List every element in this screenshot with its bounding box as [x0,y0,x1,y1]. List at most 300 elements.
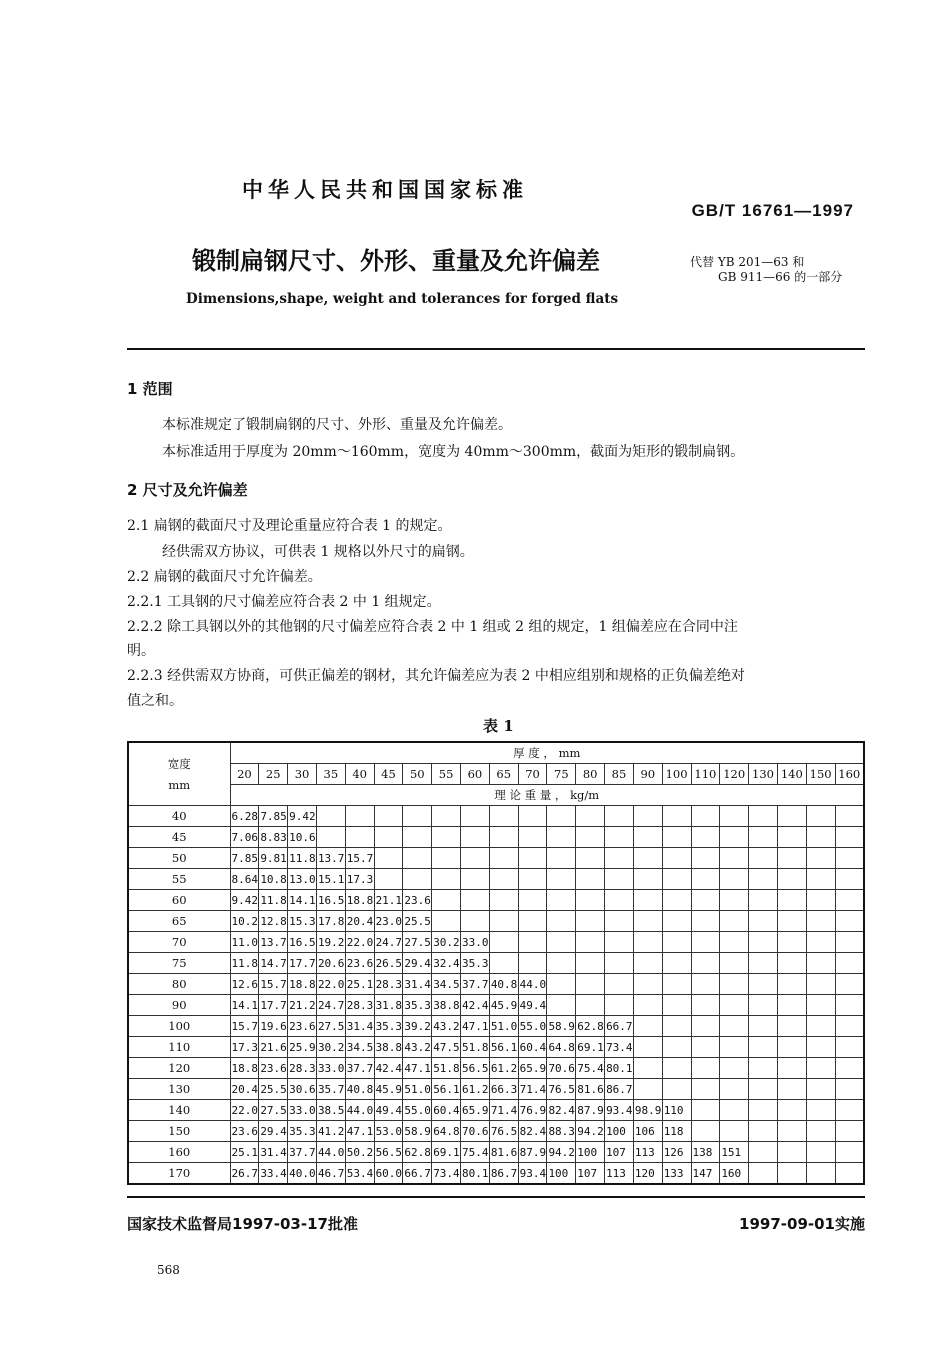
weight-cell: 33.0 [316,1058,345,1079]
weight-cell [576,827,605,848]
weight-cell [633,995,662,1016]
weight-cell [806,1016,835,1037]
weight-cell [605,869,634,890]
thickness-col-header: 80 [576,764,605,785]
table-1 [127,741,865,1185]
weight-cell: 69.1 [432,1142,461,1163]
weight-cell [720,1058,749,1079]
weight-cell [691,848,720,869]
weight-cell: 107 [576,1163,605,1185]
table-row [128,806,864,827]
weight-cell: 18.8 [288,974,317,995]
weight-cell: 51.8 [432,1058,461,1079]
weight-cell: 25.5 [403,911,432,932]
weight-cell [605,827,634,848]
weight-cell: 28.3 [374,974,403,995]
thickness-col-header: 110 [691,764,720,785]
weight-cell [749,869,778,890]
weight-cell [662,1037,691,1058]
weight-cell [518,869,547,890]
weight-cell [777,1142,806,1163]
weight-cell: 28.3 [288,1058,317,1079]
weight-cell [835,869,864,890]
weight-cell [605,932,634,953]
weight-cell: 44.0 [518,974,547,995]
weight-cell: 31.4 [403,974,432,995]
weight-cell: 93.4 [518,1163,547,1185]
weight-cell: 31.4 [259,1142,288,1163]
table-row [128,1121,864,1142]
weight-cell: 21.2 [288,995,317,1016]
weight-cell: 133 [662,1163,691,1185]
weight-cell: 26.5 [374,953,403,974]
weight-cell [547,953,576,974]
weight-cell [806,890,835,911]
weight-cell: 65.9 [518,1058,547,1079]
weight-cell [691,911,720,932]
weight-cell [806,1058,835,1079]
weight-cell [806,995,835,1016]
weight-cell: 49.4 [374,1100,403,1121]
thickness-col-header: 45 [374,764,403,785]
table-row [128,848,864,869]
weight-cell [662,953,691,974]
weight-cell [835,1058,864,1079]
width-cell: 140 [128,1100,230,1121]
section-1-paragraph-1: 本标准规定了锻制扁钢的尺寸、外形、重量及允许偏差。 [162,417,512,433]
weight-cell [777,848,806,869]
weight-cell [720,869,749,890]
thickness-col-header: 75 [547,764,576,785]
weight-cell: 41.2 [316,1121,345,1142]
weight-cell [662,827,691,848]
weight-cell [720,911,749,932]
weight-cell: 17.8 [316,911,345,932]
weight-cell: 16.5 [288,932,317,953]
weight-cell: 15.7 [230,1016,259,1037]
weight-cell [835,932,864,953]
weight-cell: 25.1 [230,1142,259,1163]
weight-cell: 37.7 [288,1142,317,1163]
weight-cell: 39.2 [403,1016,432,1037]
weight-cell: 60.4 [432,1100,461,1121]
weight-cell [720,974,749,995]
weight-cell [432,848,461,869]
section-1-heading: 1 范围 [127,380,173,398]
weight-cell [720,827,749,848]
weight-cell [749,806,778,827]
weight-cell [835,848,864,869]
width-cell: 130 [128,1079,230,1100]
weight-cell: 25.1 [345,974,374,995]
width-unit-label: mm [168,778,191,792]
weight-cell: 16.5 [316,890,345,911]
weight-cell [576,974,605,995]
weight-cell [835,806,864,827]
weight-cell [777,911,806,932]
weight-cell [835,1163,864,1185]
weight-cell [547,932,576,953]
weight-cell: 23.6 [403,890,432,911]
weight-cell [662,1079,691,1100]
clause-2-2-3-cont: 值之和。 [127,693,183,709]
weight-cell [806,1079,835,1100]
weight-cell: 81.6 [489,1142,518,1163]
width-cell: 50 [128,848,230,869]
weight-cell: 15.1 [316,869,345,890]
weight-cell: 71.4 [518,1079,547,1100]
weight-cell: 15.7 [345,848,374,869]
weight-cell: 42.4 [461,995,490,1016]
weight-cell [691,974,720,995]
weight-cell [835,827,864,848]
weight-cell [662,911,691,932]
weight-cell [547,890,576,911]
weight-cell: 13.7 [316,848,345,869]
weight-cell [835,1100,864,1121]
weight-cell [605,974,634,995]
weight-cell: 47.1 [461,1016,490,1037]
weight-cell [403,848,432,869]
weight-cell [633,1058,662,1079]
width-cell: 75 [128,953,230,974]
weight-cell: 87.9 [576,1100,605,1121]
weight-cell: 27.5 [259,1100,288,1121]
weight-cell [576,953,605,974]
weight-cell [720,1079,749,1100]
weight-cell [403,806,432,827]
table-row [128,1037,864,1058]
weight-cell: 10.6 [288,827,317,848]
weight-cell [777,1037,806,1058]
weight-cell: 70.6 [547,1058,576,1079]
weight-cell [633,1037,662,1058]
weight-cell [806,1142,835,1163]
weight-cell: 126 [662,1142,691,1163]
thickness-col-header: 85 [605,764,634,785]
weight-cell [691,1016,720,1037]
weight-cell [662,1058,691,1079]
weight-cell: 82.4 [518,1121,547,1142]
weight-cell: 43.2 [432,1016,461,1037]
table-row [128,1079,864,1100]
clause-2-2-1: 2.2.1 工具钢的尺寸偏差应符合表 2 中 1 组规定。 [127,594,441,610]
weight-cell [806,848,835,869]
weight-cell: 47.5 [432,1037,461,1058]
weight-cell [489,827,518,848]
width-cell: 70 [128,932,230,953]
weight-cell [806,1037,835,1058]
weight-cell: 62.8 [576,1016,605,1037]
weight-cell [374,806,403,827]
weight-cell: 88.3 [547,1121,576,1142]
weight-cell: 30.6 [288,1079,317,1100]
weight-cell [374,848,403,869]
weight-cell [806,1100,835,1121]
weight-cell: 60.4 [518,1037,547,1058]
weight-cell: 11.8 [230,953,259,974]
weight-cell: 23.6 [230,1121,259,1142]
weight-cell [691,1058,720,1079]
weight-cell [720,890,749,911]
weight-cell [345,827,374,848]
weight-cell [777,869,806,890]
weight-cell [835,974,864,995]
weight-cell [777,1100,806,1121]
thickness-col-header: 30 [288,764,317,785]
weight-cell: 21.6 [259,1037,288,1058]
weight-cell [835,890,864,911]
table-row [128,932,864,953]
weight-cell [835,1037,864,1058]
weight-cell [691,1037,720,1058]
weight-cell: 62.8 [403,1142,432,1163]
weight-cell: 100 [605,1121,634,1142]
weight-cell: 58.9 [547,1016,576,1037]
thickness-col-header: 50 [403,764,432,785]
weight-cell [461,806,490,827]
approval-date: 国家技术监督局1997-03-17批准 [127,1215,358,1233]
weight-cell [749,1100,778,1121]
weight-cell [403,827,432,848]
weight-cell: 86.7 [489,1163,518,1185]
header-divider [127,348,865,350]
weight-cell: 20.4 [345,911,374,932]
weight-cell [749,1163,778,1185]
weight-cell [691,995,720,1016]
weight-cell [749,974,778,995]
weight-cell: 28.3 [345,995,374,1016]
weight-cell: 113 [633,1142,662,1163]
weight-cell [605,890,634,911]
weight-cell: 151 [720,1142,749,1163]
weight-cell: 12.6 [230,974,259,995]
section-2-heading: 2 尺寸及允许偏差 [127,481,248,499]
weight-cell: 47.1 [345,1121,374,1142]
table-row [128,1100,864,1121]
weight-cell: 34.5 [345,1037,374,1058]
weight-cell: 24.7 [316,995,345,1016]
weight-cell [749,932,778,953]
weight-cell [547,974,576,995]
thickness-col-header: 150 [806,764,835,785]
weight-cell [835,953,864,974]
weight-cell: 50.2 [345,1142,374,1163]
weight-cell: 94.2 [547,1142,576,1163]
document-title-cn: 锻制扁钢尺寸、外形、重量及允许偏差 [192,247,600,275]
weight-cell [691,827,720,848]
section-1-paragraph-2: 本标准适用于厚度为 20mm～160mm，宽度为 40mm～300mm，截面为矩形的锻制扁钢。 [162,444,745,460]
weight-cell: 17.7 [259,995,288,1016]
thickness-col-header: 120 [720,764,749,785]
weight-cell [576,995,605,1016]
weight-cell [749,890,778,911]
width-cell: 90 [128,995,230,1016]
width-header-cell [128,742,230,806]
weight-cell [691,1121,720,1142]
weight-cell [432,806,461,827]
weight-cell: 64.8 [432,1121,461,1142]
weight-cell: 147 [691,1163,720,1185]
weight-cell [720,848,749,869]
table-row [128,869,864,890]
weight-cell: 40.8 [345,1079,374,1100]
weight-cell: 87.9 [518,1142,547,1163]
weight-cell: 17.7 [288,953,317,974]
weight-cell [777,1121,806,1142]
weight-cell [605,806,634,827]
weight-cell [749,1016,778,1037]
weight-cell: 18.8 [230,1058,259,1079]
weight-cell: 19.6 [259,1016,288,1037]
weight-cell: 17.3 [345,869,374,890]
weight-cell [489,911,518,932]
weight-cell: 82.4 [547,1100,576,1121]
clause-2-2-2: 2.2.2 除工具钢以外的其他钢的尺寸偏差应符合表 2 中 1 组或 2 组的规定，1 组偏差应在合同中注 [127,619,738,635]
weight-cell: 49.4 [518,995,547,1016]
table-row [128,1142,864,1163]
weight-cell [633,911,662,932]
weight-cell: 38.5 [316,1100,345,1121]
weight-cell: 56.1 [489,1037,518,1058]
table-row [128,1058,864,1079]
weight-cell: 33.4 [259,1163,288,1185]
clause-2-1-note: 经供需双方协议，可供表 1 规格以外尺寸的扁钢。 [162,544,474,560]
weight-cell: 58.9 [403,1121,432,1142]
weight-cell [777,1016,806,1037]
weight-cell: 35.7 [316,1079,345,1100]
weight-cell [720,953,749,974]
weight-cell: 15.3 [288,911,317,932]
weight-cell: 23.6 [259,1058,288,1079]
weight-cell [633,806,662,827]
width-cell: 45 [128,827,230,848]
weight-cell [662,848,691,869]
weight-cell: 22.0 [316,974,345,995]
weight-cell: 29.4 [259,1121,288,1142]
weight-cell [749,1058,778,1079]
weight-cell: 8.83 [259,827,288,848]
weight-cell: 45.9 [489,995,518,1016]
weight-cell [547,827,576,848]
weight-cell: 8.64 [230,869,259,890]
weight-cell [576,869,605,890]
weight-cell [691,1100,720,1121]
weight-cell [749,1142,778,1163]
weight-cell: 64.8 [547,1037,576,1058]
weight-cell: 76.9 [518,1100,547,1121]
weight-cell: 19.2 [316,932,345,953]
weight-cell [720,1037,749,1058]
thickness-col-header: 65 [489,764,518,785]
weight-cell [777,890,806,911]
weight-cell [777,827,806,848]
weight-cell [777,932,806,953]
weight-cell: 51.8 [461,1037,490,1058]
weight-cell [806,911,835,932]
weight-cell: 26.7 [230,1163,259,1185]
weight-cell: 55.0 [403,1100,432,1121]
thickness-col-header: 100 [662,764,691,785]
weight-cell [576,806,605,827]
weight-cell: 76.5 [489,1121,518,1142]
thickness-col-header: 160 [835,764,864,785]
weight-cell: 75.4 [576,1058,605,1079]
weight-cell [806,974,835,995]
weight-cell [662,974,691,995]
weight-cell: 76.5 [547,1079,576,1100]
weight-cell [806,1163,835,1185]
weight-cell [662,890,691,911]
weight-cell [691,869,720,890]
weight-cell: 9.81 [259,848,288,869]
weight-cell: 40.0 [288,1163,317,1185]
weight-cell: 7.06 [230,827,259,848]
weight-cell [432,869,461,890]
replaces-line-2: GB 911—66 的一部分 [718,270,843,284]
width-cell: 100 [128,1016,230,1037]
weight-cell [316,806,345,827]
weight-cell: 56.1 [432,1079,461,1100]
weight-cell: 17.3 [230,1037,259,1058]
weight-cell: 80.1 [461,1163,490,1185]
weight-cell [777,806,806,827]
weight-cell: 80.1 [605,1058,634,1079]
weight-cell: 100 [576,1142,605,1163]
weight-cell: 9.42 [288,806,317,827]
width-header-label: 宽度 [167,757,191,771]
weight-cell [749,1079,778,1100]
weight-cell: 86.7 [605,1079,634,1100]
weight-cell [633,869,662,890]
weight-cell [691,1079,720,1100]
weight-cell: 94.2 [576,1121,605,1142]
weight-cell [835,1016,864,1037]
weight-cell [806,806,835,827]
weight-cell: 107 [605,1142,634,1163]
weight-cell [777,1058,806,1079]
weight-cell: 60.0 [374,1163,403,1185]
weight-cell [835,995,864,1016]
weight-cell: 23.6 [288,1016,317,1037]
weight-cell: 25.9 [288,1037,317,1058]
weight-cell [489,953,518,974]
weight-cell: 34.5 [432,974,461,995]
weight-cell: 35.3 [374,1016,403,1037]
weight-cell: 73.4 [432,1163,461,1185]
weight-cell [518,806,547,827]
national-standard-heading: 中华人民共和国国家标准 [242,178,528,202]
weight-cell [720,806,749,827]
weight-cell: 13.7 [259,932,288,953]
page-number: 568 [157,1263,180,1277]
weight-cell: 20.6 [316,953,345,974]
weight-cell [662,932,691,953]
footer-divider [127,1196,865,1198]
weight-cell [777,953,806,974]
weight-cell [576,911,605,932]
weight-cell [662,806,691,827]
weight-cell: 14.1 [230,995,259,1016]
weight-cell [489,848,518,869]
weight-cell: 30.2 [432,932,461,953]
weight-cell [777,974,806,995]
weight-cell [691,932,720,953]
weight-cell: 120 [633,1163,662,1185]
width-cell: 55 [128,869,230,890]
weight-cell: 14.7 [259,953,288,974]
weight-cell: 44.0 [345,1100,374,1121]
